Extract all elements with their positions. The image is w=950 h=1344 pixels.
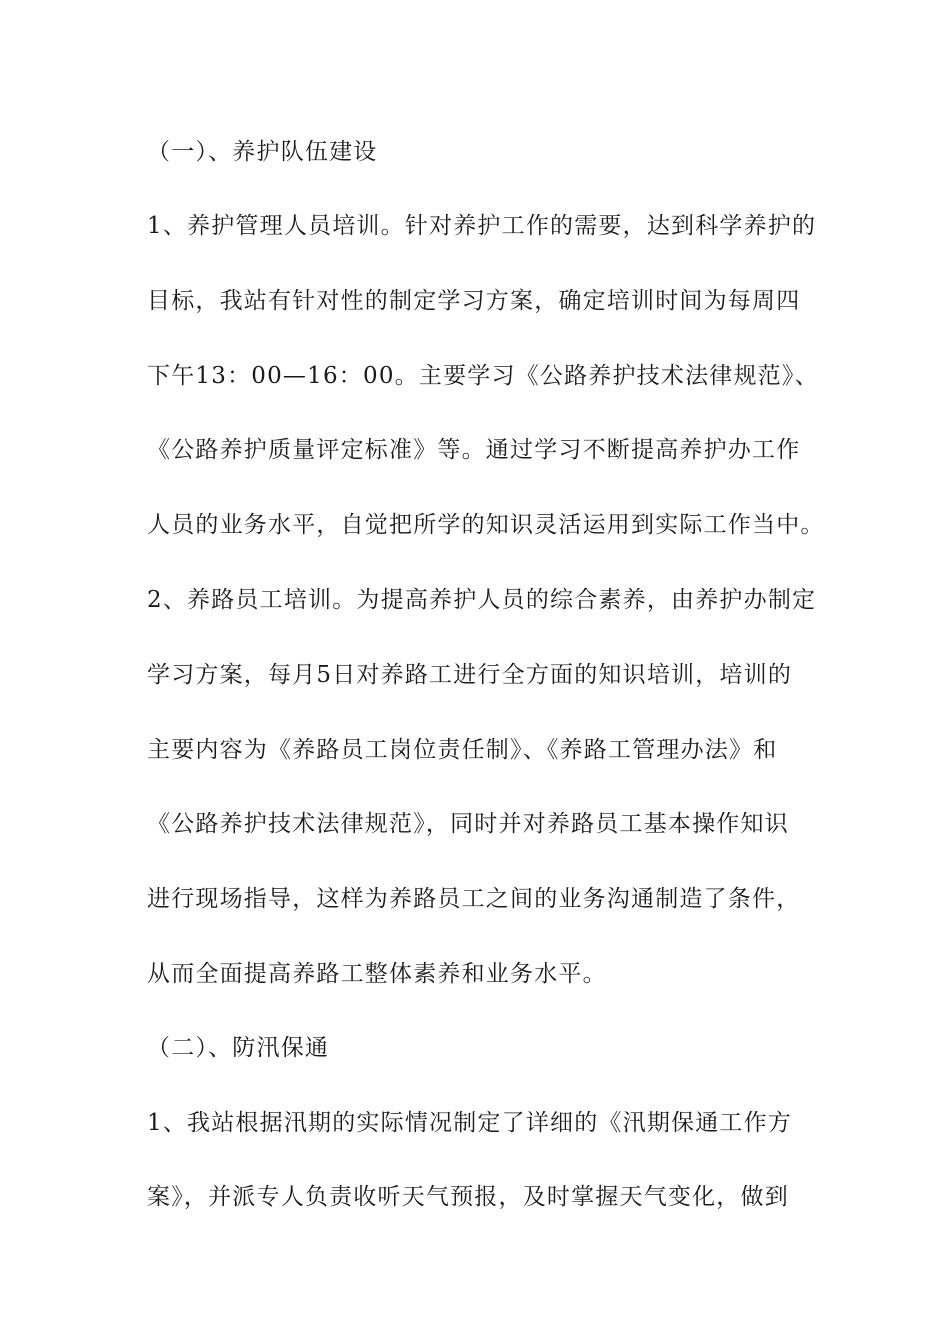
section-heading-maintenance-team: （一）、养护队伍建设 bbox=[147, 139, 378, 165]
paragraph-line: 《公路养护质量评定标准》等。通过学习不断提高养护办工作 bbox=[147, 437, 801, 463]
paragraph-line: 案》，并派专人负责收听天气预报，及时掌握天气变化，做到 bbox=[147, 1184, 789, 1210]
paragraph-line: 进行现场指导，这样为养路员工之间的业务沟通制造了条件， bbox=[147, 886, 801, 912]
paragraph-line: 学习方案，每月5日对养路工进行全方面的知识培训，培训的 bbox=[147, 662, 793, 688]
paragraph-line: 《公路养护技术法律规范》，同时并对养路员工基本操作知识 bbox=[147, 811, 789, 837]
paragraph-line: 2、养路员工培训。为提高养护人员的综合素养，由养护办制定 bbox=[147, 587, 817, 613]
paragraph-line: 1、我站根据汛期的实际情况制定了详细的《汛期保通工作方 bbox=[147, 1110, 793, 1136]
paragraph-line: 人员的业务水平，自觉把所学的知识灵活运用到实际工作当中。 bbox=[147, 512, 825, 538]
paragraph-line: 1、养护管理人员培训。针对养护工作的需要，达到科学养护的 bbox=[147, 213, 817, 239]
paragraph-line: 下午13：00—16：00。主要学习《公路养护技术法律规范》、 bbox=[147, 363, 819, 389]
paragraph-line: 从而全面提高养路工整体素养和业务水平。 bbox=[147, 961, 607, 987]
section-heading-flood-control: （二）、防汛保通 bbox=[147, 1035, 330, 1061]
paragraph-line: 目标，我站有针对性的制定学习方案，确定培训时间为每周四 bbox=[147, 288, 801, 314]
paragraph-line: 主要内容为《养路员工岗位责任制》、《养路工管理办法》和 bbox=[147, 737, 778, 763]
